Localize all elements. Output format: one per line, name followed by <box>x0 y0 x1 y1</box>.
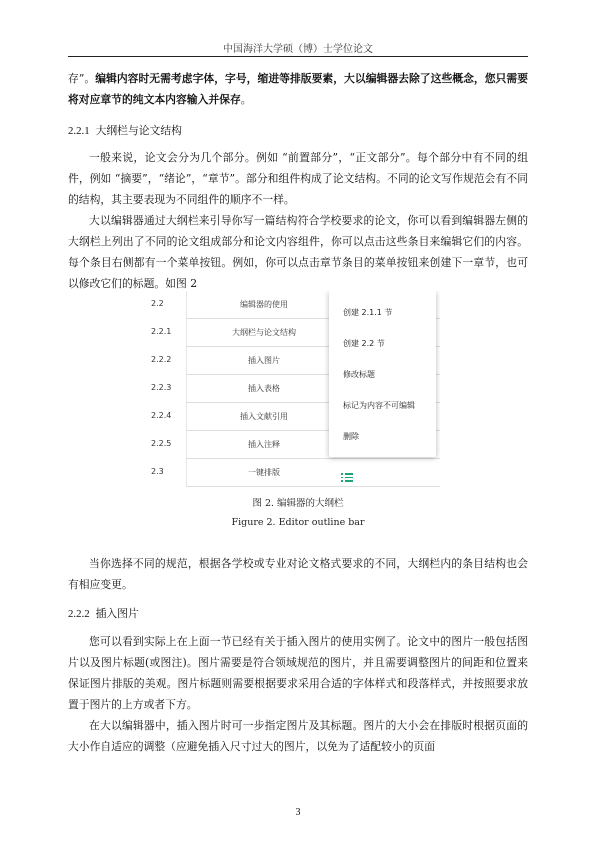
outline-item-number: 2.2.3 <box>151 383 172 392</box>
outline-item-number: 2.2.1 <box>151 327 172 336</box>
outline-item-number: 2.3 <box>151 467 164 476</box>
section-heading-2-2-1 <box>68 120 182 142</box>
intro-suffix: 。 <box>240 93 252 106</box>
header-rule <box>68 56 528 57</box>
menu-item[interactable]: 标记为内容不可编辑 <box>343 401 415 410</box>
outline-item-label: 插入图片 <box>248 356 280 365</box>
outline-item-number: 2.2.4 <box>151 411 172 420</box>
figure-caption-en: Figure 2. Editor outline bar <box>231 517 365 528</box>
outline-item-number: 2.2.5 <box>151 439 172 448</box>
body-paragraph: 您可以看到实际上在上面一节已经有关于插入图片的使用实例了。论文中的图片一般包括图片以及图片标题(或图注)。图片需要是符合领域规范的图片，并且需要调整图片的间距和位置来保证图片排版的美观。图片标题则需要根据要求采用合适的字体样式和段落样式，并按照要求放置于图片的上方或者下方。 <box>68 635 528 711</box>
body-paragraph: 大以编辑器通过大纲栏来引导你写一篇结构符合学校要求的论文，你可以看到编辑器左侧的大纲栏上列出了不同的论文组成部分和论文内容组件，你可以点击这些条目来编辑它们的内容。每个条目右侧都有一个菜单按钮。例如，你可以点击章节条目的菜单按钮来创建下一章节，也可以修改它们的标题。如图 2 <box>68 214 528 290</box>
section-title: 大纲栏与论文结构 <box>95 124 182 137</box>
section-title: 插入图片 <box>95 607 139 620</box>
outline-item-label: 插入表格 <box>248 384 280 393</box>
section-heading-2-2-2 <box>68 603 139 625</box>
intro-prefix: 存”。 <box>68 72 96 85</box>
body-paragraph: 一般来说，论文会分为几个部分。例如 “前置部分”，“正文部分”。每个部分中有不同的组件，例如 “摘要”，“绪论”，“章节”。部分和组件构成了论文结构。不同的论文写作规范会有不同的结构，其主要表现为不同组件的顺序不一样。 <box>68 151 528 206</box>
outline-item-label: 插入文献引用 <box>240 412 288 421</box>
menu-item[interactable]: 创建 2.2 节 <box>343 339 385 348</box>
section-number: 2.2.1 <box>68 125 90 137</box>
context-menu <box>329 291 436 457</box>
row-divider <box>186 486 440 487</box>
outline-bar-figure <box>142 291 440 487</box>
outline-item-label: 插入注释 <box>248 440 280 449</box>
menu-item[interactable]: 修改标题 <box>343 370 375 379</box>
page-number: 3 <box>295 807 301 818</box>
intro-bold-text: 编辑内容时无需考虑字体，字号，缩进等排版要素，大以编辑器去除了这些概念，您只需要将对应章节的纯文本内容输入并保存 <box>68 72 528 106</box>
outline-item-label: 编辑器的使用 <box>240 300 288 309</box>
intro-paragraph <box>68 68 528 110</box>
outline-item-label: 一键排版 <box>248 468 280 477</box>
outline-item-label: 大纲栏与论文结构 <box>232 328 296 337</box>
figure-caption-cn: 图 2. 编辑器的大纲栏 <box>252 498 344 509</box>
menu-item[interactable]: 创建 2.1.1 节 <box>343 308 393 317</box>
outline-item-number: 2.2 <box>151 299 164 308</box>
section-number: 2.2.2 <box>68 608 90 620</box>
body-paragraph: 当你选择不同的规范，根据各学校或专业对论文格式要求的不同，大纲栏内的条目结构也会有相应变更。 <box>68 557 528 591</box>
running-header: 中国海洋大学硕（博）士学位论文 <box>223 44 373 55</box>
list-icon[interactable] <box>341 473 353 482</box>
menu-item[interactable]: 删除 <box>343 432 359 441</box>
body-paragraph: 在大以编辑器中，插入图片时可一步指定图片及其标题。图片的大小会在排版时根据页面的大小作自适应的调整（应避免插入尺寸过大的图片，以免为了适配较小的页面 <box>68 719 528 753</box>
outline-item[interactable] <box>142 459 440 487</box>
outline-item-number: 2.2.2 <box>151 355 172 364</box>
